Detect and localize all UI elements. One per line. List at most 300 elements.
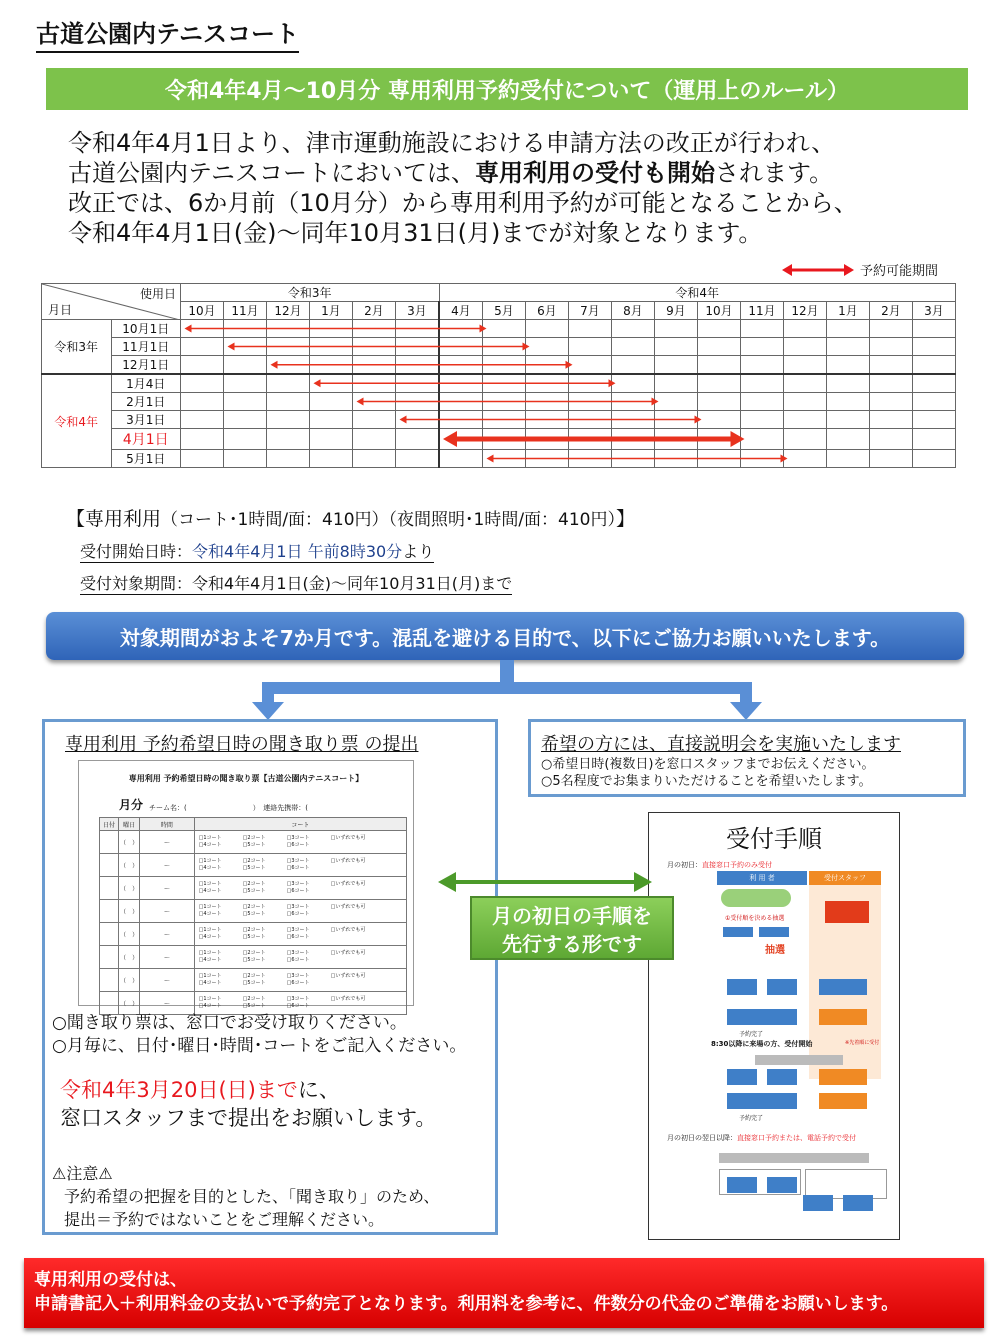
month-header: 11月 <box>741 302 784 320</box>
flow-box <box>727 1009 797 1025</box>
month-header: 12月 <box>267 302 310 320</box>
form-cell <box>100 831 119 854</box>
month-header: 3月 <box>396 302 440 320</box>
schedule-cell <box>310 338 353 356</box>
form-court: □3コート <box>286 973 310 979</box>
form-blank <box>331 888 391 895</box>
start-datetime <box>80 539 434 563</box>
schedule-cell <box>741 393 784 411</box>
form-cell-courts <box>194 854 406 877</box>
schedule-cell <box>655 429 698 450</box>
caution-title: ⚠注意⚠ <box>52 1164 113 1183</box>
form-any: □いずれでも可 <box>330 996 366 1002</box>
schedule-cell <box>698 450 741 468</box>
schedule-cell <box>526 320 569 338</box>
schedule-cell <box>569 393 612 411</box>
form-cell-day: （ ） <box>119 946 140 969</box>
schedule-cell <box>698 374 741 393</box>
row-date: 3月1日 <box>111 411 181 429</box>
flow-box <box>759 927 789 937</box>
schedule-cell <box>612 429 655 450</box>
schedule-cell <box>181 393 224 411</box>
form-cell-day: （ ） <box>119 900 140 923</box>
form-court: □2コート <box>242 996 266 1002</box>
schedule-cell <box>913 374 956 393</box>
briefing-lines <box>541 756 875 790</box>
flow-staff-box <box>819 1069 867 1085</box>
notice-line-2: 申請書記入＋利用料金の支払いで予約完了となります。利用料を参考に、件数分の代金のご準備をお願いします。 <box>34 1294 899 1314</box>
schedule-cell <box>784 393 827 411</box>
schedule-cell <box>267 429 310 450</box>
schedule-cell <box>698 356 741 375</box>
form-cell-time: ～ <box>140 877 195 900</box>
briefing-line-1: ○希望日時(複数日)を窓口スタッフまでお伝えください。 <box>541 757 875 772</box>
schedule-cell <box>827 356 870 375</box>
form-court: □2コート <box>242 835 266 841</box>
deadline-line-2: 窓口スタッフまで提出をお願いします。 <box>60 1106 437 1130</box>
note-1: ○聞き取り票は、窓口でお受け取りください。 <box>52 1013 407 1033</box>
schedule-cell <box>267 338 310 356</box>
schedule-cell <box>870 393 913 411</box>
schedule-cell <box>913 393 956 411</box>
schedule-cell <box>698 320 741 338</box>
schedule-cell <box>181 374 224 393</box>
schedule-cell <box>913 320 956 338</box>
schedule-cell <box>741 320 784 338</box>
flow-apply-box <box>727 979 757 995</box>
form-court: □6コート <box>286 865 310 871</box>
form-cell <box>100 946 119 969</box>
schedule-cell <box>784 338 827 356</box>
flow-staff-box <box>819 1093 867 1109</box>
schedule-cell <box>870 338 913 356</box>
schedule-cell <box>353 411 396 429</box>
schedule-cell <box>483 374 526 393</box>
schedule-cell <box>655 374 698 393</box>
form-blank <box>331 1003 391 1010</box>
form-court: □4コート <box>198 980 222 986</box>
legend-label: 予約可能期間 <box>860 264 939 279</box>
form-court: □4コート <box>198 934 222 940</box>
form-any: □いずれでも可 <box>330 858 366 864</box>
schedule-cell <box>612 374 655 393</box>
first-day-callout <box>470 896 674 960</box>
form-blank <box>331 911 391 918</box>
form-col-header: 日付 <box>100 818 119 831</box>
flow-first-day-label: 月の初日： <box>667 861 702 869</box>
schedule-cell <box>784 356 827 375</box>
schedule-cell <box>181 320 224 338</box>
cooperation-banner: 対象期間がおよそ7か月です。混乱を避ける目的で、以下にご協力お願いいたします。 <box>46 612 964 660</box>
flow-after830: 8:30以降に来場の方、受付開始 <box>711 1040 813 1048</box>
caution-2: 提出＝予約ではないことをご理解ください。 <box>64 1210 385 1229</box>
form-title: 専用利用 予約希望日時の聞き取り票【古道公園内テニスコート】 <box>128 774 364 783</box>
form-court: □1コート <box>198 904 222 910</box>
flow-grey-bar <box>755 1055 843 1065</box>
form-court: □1コート <box>198 950 222 956</box>
schedule-cell <box>396 429 440 450</box>
flow-staff-box <box>819 1009 867 1025</box>
flow-done-2: 予約完了 <box>739 1115 764 1122</box>
form-cell-courts <box>194 877 406 900</box>
form-court: □3コート <box>286 835 310 841</box>
briefing-box <box>528 719 966 797</box>
intro-line-2-bold: 専用利用の受付も開始 <box>475 159 716 187</box>
row-date: 11月1日 <box>111 338 181 356</box>
schedule-cell <box>612 320 655 338</box>
form-cell-time: ～ <box>140 831 195 854</box>
schedule-cell <box>526 429 569 450</box>
form-col-header: コート <box>194 818 406 831</box>
schedule-cell <box>741 374 784 393</box>
schedule-cell <box>612 356 655 375</box>
form-any: □いずれでも可 <box>330 835 366 841</box>
page-title: 古道公園内テニスコート <box>36 14 299 53</box>
form-court: □6コート <box>286 842 310 848</box>
month-header: 1月 <box>827 302 870 320</box>
form-court: □2コート <box>242 904 266 910</box>
schedule-cell <box>784 374 827 393</box>
schedule-cell <box>483 320 526 338</box>
schedule-cell <box>827 429 870 450</box>
form-cell-time: ～ <box>140 900 195 923</box>
form-any: □いずれでも可 <box>330 904 366 910</box>
form-court: □4コート <box>198 1003 222 1009</box>
month-header: 8月 <box>612 302 655 320</box>
header-use-day: 使用日 <box>139 287 176 301</box>
schedule-cell <box>913 356 956 375</box>
form-col-header: 曜日 <box>119 818 140 831</box>
intro-line-4: 令和4年4月1日(金)～同年10月31日(月)までが対象となります。 <box>68 219 763 247</box>
schedule-cell <box>741 450 784 468</box>
form-cell-courts <box>194 946 406 969</box>
schedule-cell <box>439 356 483 375</box>
schedule-cell <box>612 411 655 429</box>
schedule-cell <box>353 338 396 356</box>
form-cell-day: （ ） <box>119 831 140 854</box>
schedule-cell <box>784 411 827 429</box>
form-table <box>99 817 407 1015</box>
branch-arrows <box>0 660 1008 722</box>
schedule-cell <box>913 450 956 468</box>
form-court: □2コート <box>242 950 266 956</box>
schedule-cell <box>310 356 353 375</box>
target-period: 受付対象期間：令和4年4月1日(金)～同年10月31日(月)まで <box>80 571 512 595</box>
form-court: □1コート <box>198 996 222 1002</box>
schedule-cell <box>310 374 353 393</box>
schedule-cell <box>396 450 440 468</box>
flow-next-day-label: 月の初日の翌日以降： <box>667 1134 737 1142</box>
schedule-cell <box>827 338 870 356</box>
form-court: □6コート <box>286 957 310 963</box>
flow-lottery: 抽選 <box>765 945 785 956</box>
fee-section <box>66 504 635 531</box>
schedule-cell <box>224 411 267 429</box>
form-court: □4コート <box>198 888 222 894</box>
schedule-cell <box>655 393 698 411</box>
schedule-cell <box>526 356 569 375</box>
flow-apply-box <box>727 1177 757 1193</box>
intro-line-2c: されます。 <box>715 159 834 187</box>
form-court: □6コート <box>286 1003 310 1009</box>
form-any: □いずれでも可 <box>330 881 366 887</box>
completion-notice <box>24 1258 984 1328</box>
schedule-cell <box>439 450 483 468</box>
schedule-cell <box>181 429 224 450</box>
schedule-cell <box>396 374 440 393</box>
schedule-cell <box>827 393 870 411</box>
month-header: 7月 <box>569 302 612 320</box>
row-date: 1月4日 <box>111 374 181 393</box>
schedule-cell <box>224 338 267 356</box>
schedule-cell <box>353 374 396 393</box>
form-cell-day: （ ） <box>119 923 140 946</box>
schedule-cell <box>526 450 569 468</box>
schedule-cell <box>224 320 267 338</box>
form-court: □5コート <box>242 911 266 917</box>
form-court: □2コート <box>242 881 266 887</box>
schedule-cell <box>310 411 353 429</box>
hearing-sheet-title: 専用利用 予約希望日時の聞き取り票 の提出 <box>65 734 419 755</box>
form-court: □6コート <box>286 888 310 894</box>
legend <box>782 260 938 279</box>
form-court: □1コート <box>198 881 222 887</box>
form-blank <box>331 934 391 941</box>
schedule-cell <box>655 338 698 356</box>
hearing-sheet-image <box>78 760 414 1009</box>
form-court: □3コート <box>286 881 310 887</box>
year-r4-header: 令和4年 <box>439 284 956 302</box>
start-value: 令和4年4月1日 午前8時30分 <box>192 542 403 561</box>
flow-first-day-red: 直接窓口予約のみ受付 <box>702 861 772 869</box>
form-cell-time: ～ <box>140 923 195 946</box>
schedule-cell <box>569 429 612 450</box>
schedule-cell <box>913 411 956 429</box>
schedule-cell <box>655 320 698 338</box>
schedule-cell <box>483 411 526 429</box>
form-court: □3コート <box>286 950 310 956</box>
schedule-cell <box>870 450 913 468</box>
row-date: 10月1日 <box>111 320 181 338</box>
form-court: □4コート <box>198 911 222 917</box>
form-court: □1コート <box>198 927 222 933</box>
form-col-header: 時間 <box>140 818 195 831</box>
green-banner: 令和4年4月～10月分 専用利用予約受付について（運用上のルール） <box>46 68 968 110</box>
schedule-cell <box>353 429 396 450</box>
schedule-cell <box>913 338 956 356</box>
intro-line-2 <box>68 158 968 188</box>
schedule-cell <box>483 338 526 356</box>
month-header: 10月 <box>698 302 741 320</box>
schedule-cell <box>181 411 224 429</box>
flow-col-user: 利 用 者 <box>717 871 807 885</box>
month-header: 11月 <box>224 302 267 320</box>
callout-line-2: 先行する形です <box>502 932 642 956</box>
row-date: 12月1日 <box>111 356 181 375</box>
callout-line-1: 月の初日の手順を <box>492 904 652 928</box>
schedule-cell <box>526 411 569 429</box>
schedule-cell <box>870 429 913 450</box>
double-arrow-icon <box>782 264 854 276</box>
schedule-cell <box>439 320 483 338</box>
schedule-cell <box>181 338 224 356</box>
schedule-cell <box>741 338 784 356</box>
header-month: 月日 <box>48 303 73 317</box>
form-cell-courts <box>194 969 406 992</box>
schedule-cell <box>870 320 913 338</box>
fee-detail: （コート･1時間/面：410円）（夜間照明･1時間/面：410円） <box>161 510 616 530</box>
flow-done-1: 予約完了 <box>739 1031 764 1038</box>
form-cell-day: （ ） <box>119 877 140 900</box>
form-court: □6コート <box>286 980 310 986</box>
form-court: □5コート <box>242 957 266 963</box>
form-cell-courts <box>194 923 406 946</box>
schedule-table <box>41 283 956 468</box>
form-court: □1コート <box>198 858 222 864</box>
schedule-cell <box>483 356 526 375</box>
schedule-cell <box>439 411 483 429</box>
flow-next-day <box>667 1133 856 1143</box>
schedule-cell <box>181 356 224 375</box>
schedule-cell <box>784 450 827 468</box>
form-court: □6コート <box>286 934 310 940</box>
schedule-cell <box>569 411 612 429</box>
note-2: ○月毎に、日付･曜日･時間･コートをご記入ください。 <box>52 1036 467 1056</box>
schedule-cell <box>655 411 698 429</box>
form-court: □5コート <box>242 1003 266 1009</box>
briefing-title: 希望の方には、直接説明会を実施いたします <box>541 734 901 755</box>
form-court: □4コート <box>198 865 222 871</box>
form-header <box>119 796 413 813</box>
schedule-cell <box>224 429 267 450</box>
schedule-cell <box>267 393 310 411</box>
row-date: 4月1日 <box>111 429 181 450</box>
flow-pay-box <box>767 979 797 995</box>
schedule-cell <box>267 356 310 375</box>
flow-next-day-red: 直接窓口予約または、電話予約で受付 <box>737 1134 856 1142</box>
form-cell-courts <box>194 831 406 854</box>
schedule-cell <box>224 393 267 411</box>
month-header: 12月 <box>784 302 827 320</box>
schedule-cell <box>698 411 741 429</box>
schedule-cell <box>396 320 440 338</box>
schedule-cell <box>569 374 612 393</box>
briefing-line-2: ○5名程度でお集まりいただけることを希望いたします。 <box>541 774 872 789</box>
flow-box <box>727 1093 797 1109</box>
schedule-cell <box>310 320 353 338</box>
form-cell <box>100 923 119 946</box>
schedule-cell <box>353 393 396 411</box>
month-header: 4月 <box>439 302 483 320</box>
schedule-cell <box>870 356 913 375</box>
schedule-cell <box>396 393 440 411</box>
form-court: □6コート <box>286 911 310 917</box>
form-court: □1コート <box>198 973 222 979</box>
schedule-cell <box>741 356 784 375</box>
start-label: 受付開始日時： <box>80 542 193 561</box>
schedule-cell <box>569 320 612 338</box>
form-court: □3コート <box>286 858 310 864</box>
form-cell-time: ～ <box>140 992 195 1015</box>
group-r3: 令和3年 <box>42 320 112 375</box>
flow-apply-box <box>727 1069 757 1085</box>
schedule-cell <box>827 374 870 393</box>
month-header: 3月 <box>913 302 956 320</box>
schedule-cell <box>353 450 396 468</box>
schedule-cell <box>310 393 353 411</box>
form-cell-courts <box>194 900 406 923</box>
schedule-cell <box>870 374 913 393</box>
schedule-cell <box>569 450 612 468</box>
form-court: □2コート <box>242 858 266 864</box>
fee-main: 【専用利用 <box>66 508 162 530</box>
schedule-cell <box>827 411 870 429</box>
form-cell-day: （ ） <box>119 992 140 1015</box>
schedule-cell <box>267 320 310 338</box>
flow-pay-box <box>767 1069 797 1085</box>
procedure-flowchart <box>648 812 900 1240</box>
schedule-cell <box>827 320 870 338</box>
schedule-cell <box>612 338 655 356</box>
schedule-cell <box>267 411 310 429</box>
schedule-cell <box>526 393 569 411</box>
form-court: □5コート <box>242 842 266 848</box>
schedule-cell <box>526 338 569 356</box>
year-r3-header: 令和3年 <box>181 284 440 302</box>
month-header: 1月 <box>310 302 353 320</box>
form-court: □5コート <box>242 888 266 894</box>
schedule-cell <box>353 320 396 338</box>
month-header: 2月 <box>353 302 396 320</box>
row-date: 5月1日 <box>111 450 181 468</box>
schedule-cell <box>569 338 612 356</box>
schedule-cell <box>870 411 913 429</box>
flow-oval <box>721 889 791 907</box>
flow-pay-box <box>843 1195 873 1211</box>
schedule-cell <box>310 429 353 450</box>
flow-title: 受付手順 <box>726 825 822 853</box>
form-blank <box>331 957 391 964</box>
form-court: □4コート <box>198 957 222 963</box>
form-court: □1コート <box>198 835 222 841</box>
form-cell <box>100 969 119 992</box>
schedule-cell <box>396 338 440 356</box>
schedule-cell <box>353 356 396 375</box>
schedule-cell <box>784 429 827 450</box>
intro-text <box>68 128 968 248</box>
month-header: 6月 <box>526 302 569 320</box>
deadline-date: 令和4年3月20日(日)まで <box>60 1078 298 1102</box>
form-court: □3コート <box>286 904 310 910</box>
form-blank <box>331 865 391 872</box>
month-header: 9月 <box>655 302 698 320</box>
form-contact: ） 連絡先携帯：( <box>252 804 308 812</box>
caution <box>52 1162 439 1231</box>
schedule-cell <box>698 429 741 450</box>
schedule-cell <box>655 450 698 468</box>
schedule-cell <box>439 429 483 450</box>
form-cell-time: ～ <box>140 969 195 992</box>
form-blank <box>331 980 391 987</box>
form-team: チーム名：( <box>149 804 187 812</box>
form-month: 月分 <box>119 798 144 812</box>
flow-col-staff: 受付スタッフ <box>809 871 881 885</box>
schedule-cell <box>913 429 956 450</box>
flow-staff-box <box>825 901 869 923</box>
month-header: 2月 <box>870 302 913 320</box>
form-court: □3コート <box>286 927 310 933</box>
flow-lottery-label: ①受付順を決める抽選 <box>725 915 785 922</box>
